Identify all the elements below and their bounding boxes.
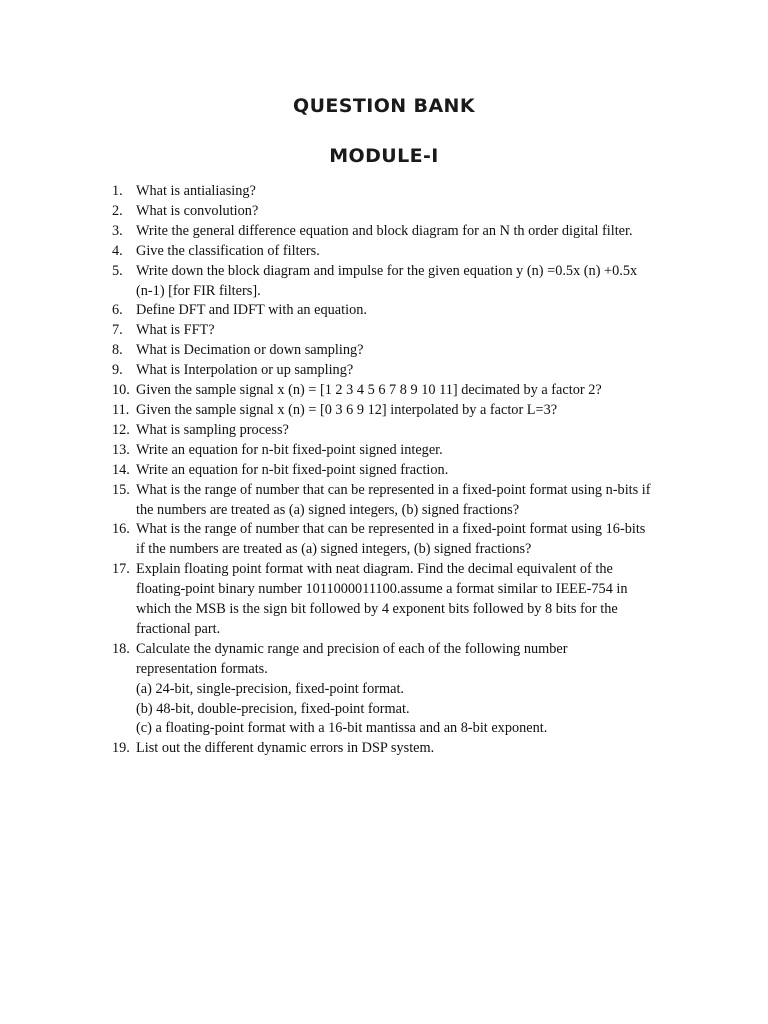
question-number: 10. <box>112 382 130 399</box>
question-text-line: fractional part. <box>136 620 221 637</box>
question-number: 6. <box>112 302 123 319</box>
question-item <box>112 560 692 640</box>
question-number: 4. <box>112 242 123 259</box>
question-text-line: Given the sample signal x (n) = [0 3 6 9 12] interpolated by a factor L=3? <box>136 401 558 418</box>
page-title: QUESTION BANK <box>293 95 475 117</box>
question-text-line: What is sampling process? <box>136 421 289 438</box>
question-number: 5. <box>112 262 123 279</box>
question-list <box>112 182 692 759</box>
question-text-line: (a) 24-bit, single-precision, fixed-point format. <box>136 680 404 697</box>
question-number: 1. <box>112 183 123 199</box>
question-item <box>112 242 692 262</box>
question-text-line: What is the range of number that can be represented in a fixed-point format using 16-bits <box>136 521 646 538</box>
question-text-line: representation formats. <box>136 660 268 677</box>
question-item <box>112 401 692 421</box>
question-item <box>112 520 692 560</box>
question-item <box>112 262 692 302</box>
question-item <box>112 341 692 361</box>
question-number: 19. <box>112 740 130 757</box>
module-heading: MODULE-I <box>329 145 439 167</box>
question-number: 12. <box>112 421 130 438</box>
question-item <box>112 481 692 521</box>
question-item <box>112 381 692 401</box>
question-text-line: Write an equation for n-bit fixed-point signed integer. <box>136 441 443 458</box>
question-text-line: What is FFT? <box>136 322 215 339</box>
question-text-line: What is Decimation or down sampling? <box>136 342 364 359</box>
question-item <box>112 182 692 202</box>
question-text-line: Explain floating point format with neat diagram. Find the decimal equivalent of the <box>136 561 613 578</box>
question-text-line: What is convolution? <box>136 202 259 219</box>
question-number: 8. <box>112 342 123 359</box>
question-text-line: which the MSB is the sign bit followed by 4 exponent bits followed by 8 bits for the <box>136 601 618 618</box>
question-text-line: if the numbers are treated as (a) signed integers, (b) signed fractions? <box>136 541 532 558</box>
question-text-line: the numbers are treated as (a) signed integers, (b) signed fractions? <box>136 501 520 518</box>
question-text-line: What is Interpolation or up sampling? <box>136 362 354 379</box>
question-text-line: Calculate the dynamic range and precision of each of the following number <box>136 640 568 657</box>
question-item <box>112 321 692 341</box>
question-text-line: Write the general difference equation and block diagram for an N th order digital filter. <box>136 222 633 239</box>
question-text-line: (b) 48-bit, double-precision, fixed-point format. <box>136 700 410 717</box>
question-number: 15. <box>112 481 130 498</box>
question-number: 16. <box>112 521 130 538</box>
question-item <box>112 640 692 740</box>
question-item <box>112 301 692 321</box>
question-item <box>112 421 692 441</box>
question-number: 13. <box>112 441 130 458</box>
question-text-line: (c) a floating-point format with a 16-bit mantissa and an 8-bit exponent. <box>136 720 548 737</box>
question-number: 2. <box>112 202 123 219</box>
question-text-line: What is the range of number that can be represented in a fixed-point format using n-bits if <box>136 481 651 498</box>
question-text-line: Given the sample signal x (n) = [1 2 3 4 5 6 7 8 9 10 11] decimated by a factor 2? <box>136 382 602 399</box>
question-text-line: What is antialiasing? <box>136 183 256 199</box>
question-text-line: Give the classification of filters. <box>136 242 320 259</box>
question-number: 14. <box>112 461 130 478</box>
question-number: 18. <box>112 640 130 657</box>
question-number: 9. <box>112 362 123 379</box>
question-number: 3. <box>112 222 123 239</box>
question-text-line: floating-point binary number 1011000011100.assume a format similar to IEEE-754 in <box>136 581 628 598</box>
question-item <box>112 739 692 759</box>
question-item <box>112 202 692 222</box>
question-number: 11. <box>112 401 130 418</box>
question-text-line: List out the different dynamic errors in DSP system. <box>136 740 435 757</box>
question-item <box>112 361 692 381</box>
question-text-line: Define DFT and IDFT with an equation. <box>136 302 367 319</box>
question-text-line: (n-1) [for FIR filters]. <box>136 282 261 299</box>
question-item <box>112 222 692 242</box>
question-number: 7. <box>112 322 123 339</box>
question-text-line: Write an equation for n-bit fixed-point signed fraction. <box>136 461 449 478</box>
question-text-line: Write down the block diagram and impulse for the given equation y (n) =0.5x (n) +0.5x <box>136 262 638 279</box>
question-number: 17. <box>112 561 130 578</box>
question-item <box>112 461 692 481</box>
question-item <box>112 441 692 461</box>
